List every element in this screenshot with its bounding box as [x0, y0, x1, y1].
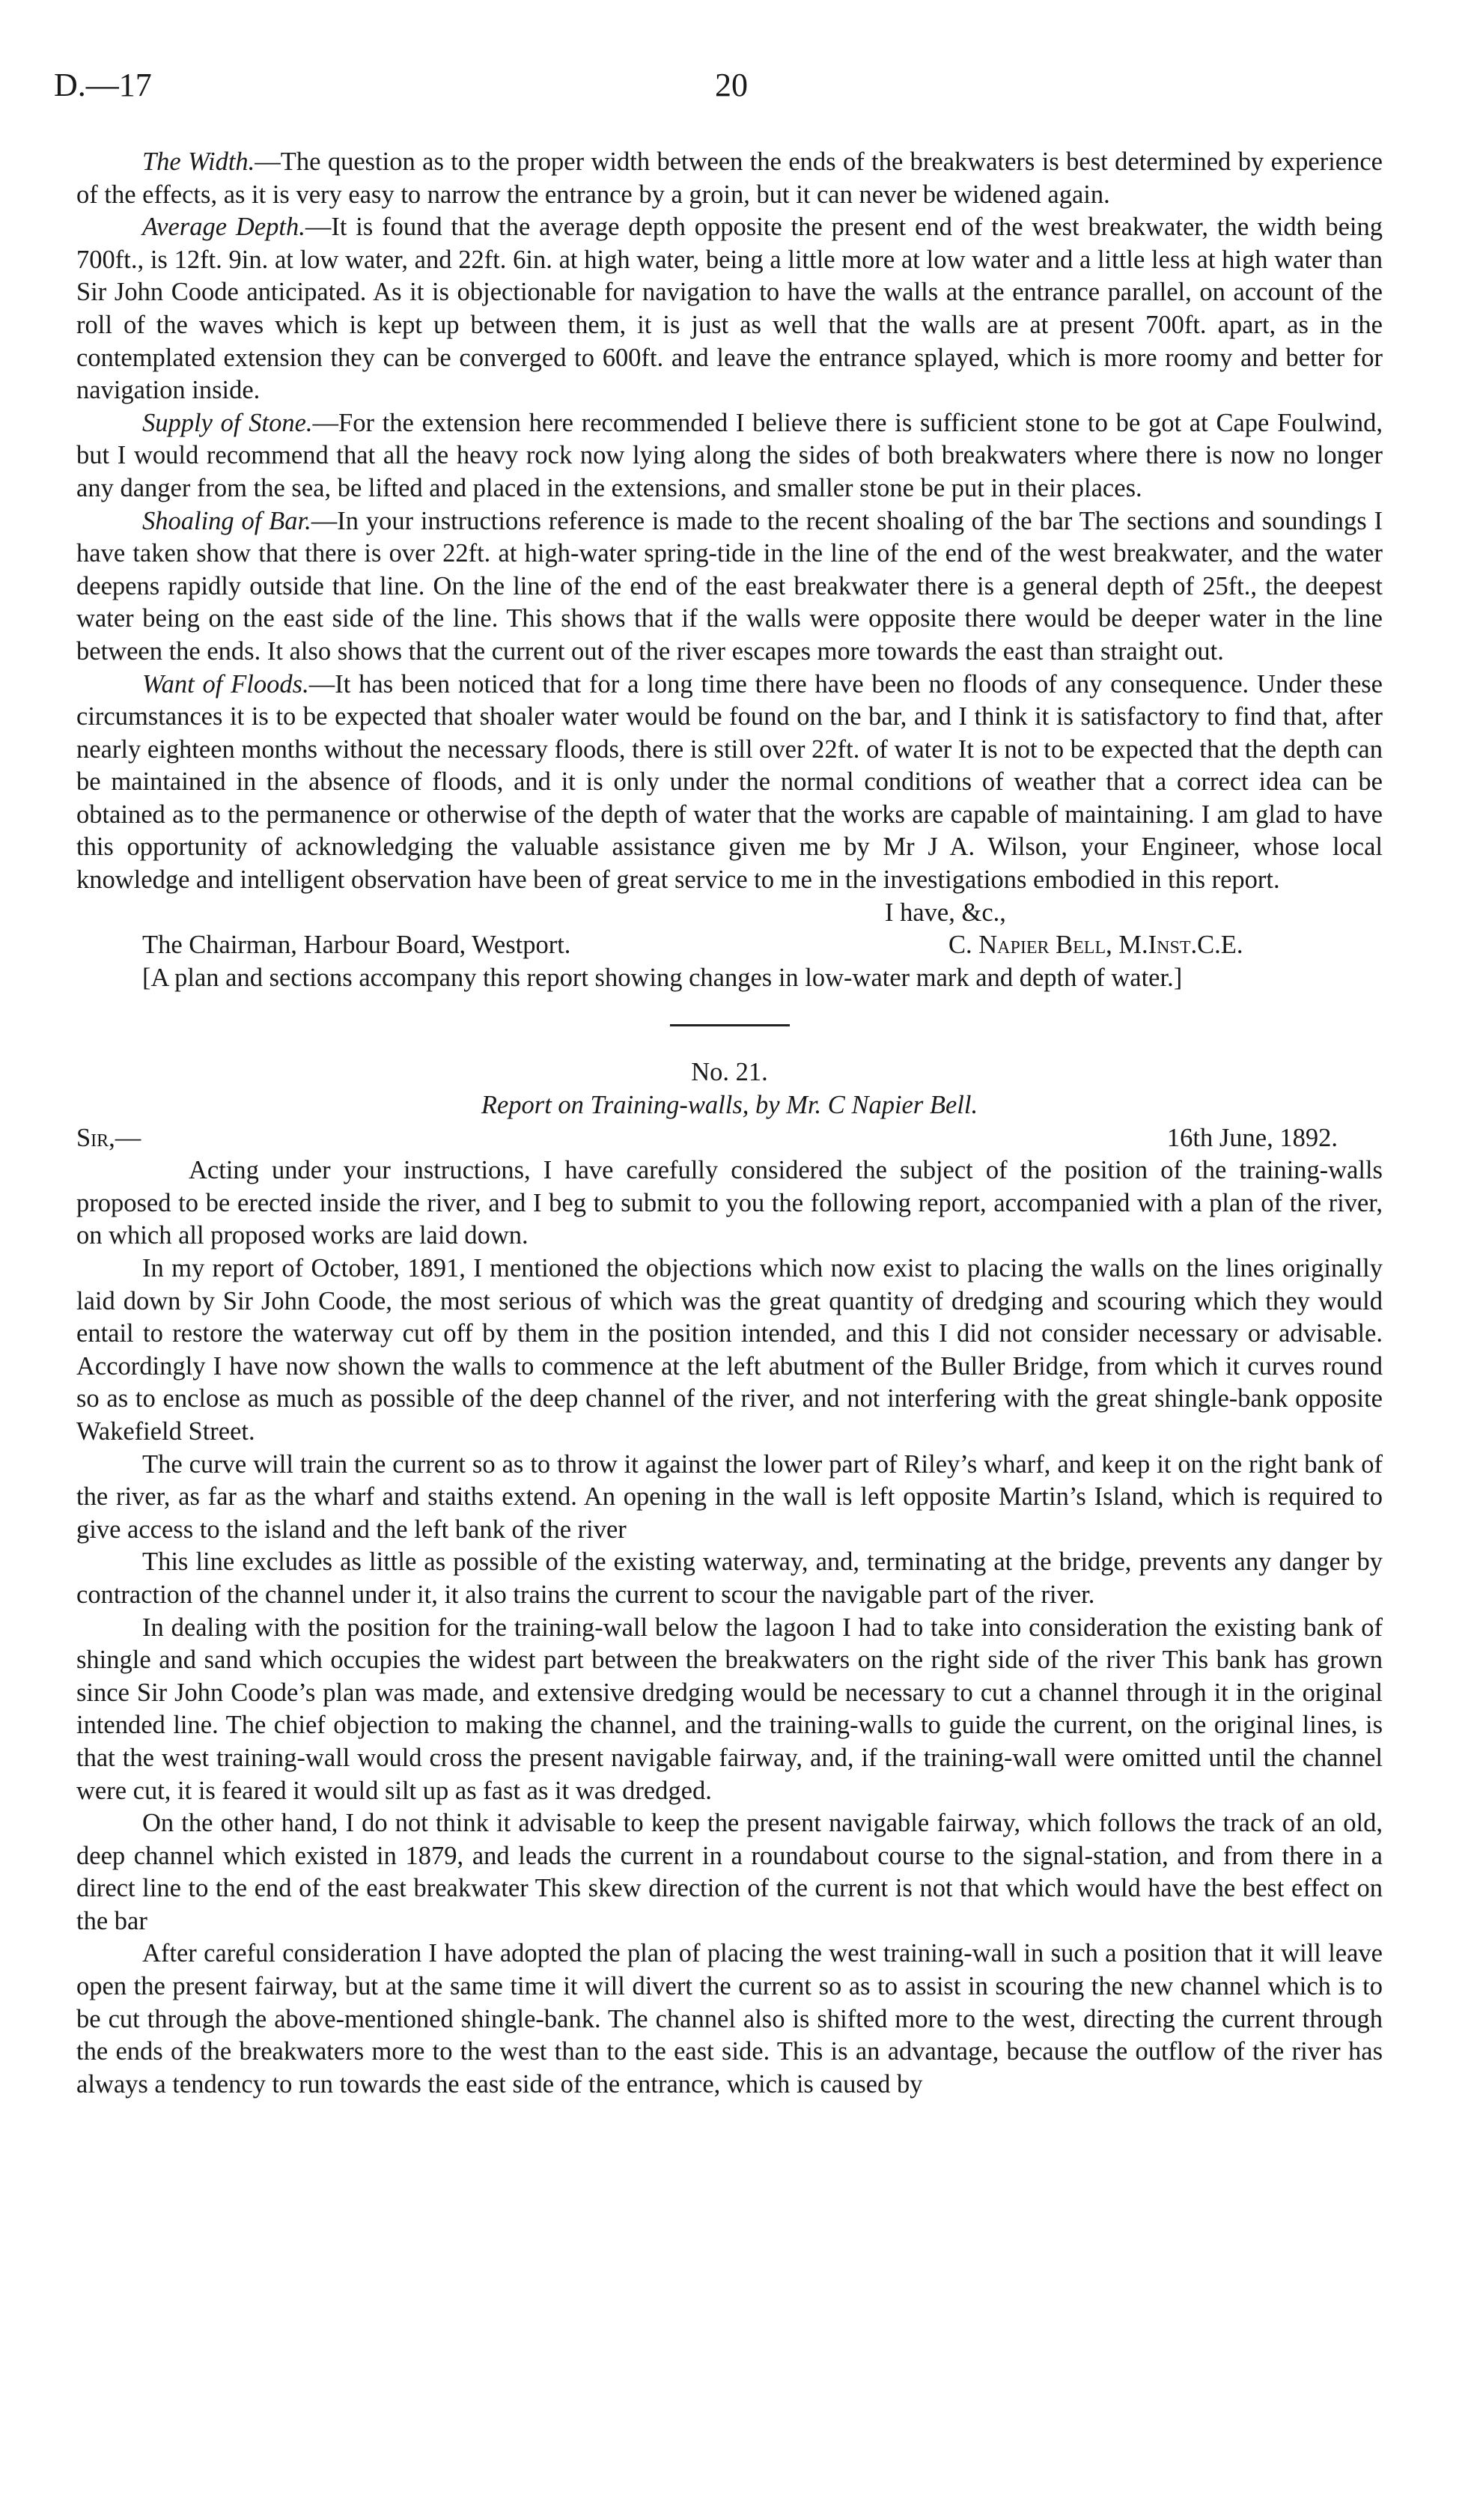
section-text: —It is found that the average depth opposite the present end of the west breakwater, the width being 700ft., is 12ft. 9in. at low water, and 22ft. 6in. at high water, being a little more at low water and a little less at high water than Sir John Coode anticipated. As it is objectionable for navigation to have the walls at the entrance parallel, on account of the roll of the waves which is kept up between them, it is just as well that the walls are at present 700ft. apart, as in the contemplated extension they can be converged to 600ft. and leave the entrance splayed, which is more roomy and better for navigation inside.	[76, 213, 1383, 405]
addressee: The Chairman, Harbour Board, Westport.	[142, 931, 571, 960]
section-text: —The question as to the proper width between the ends of the breakwaters is best determined by experience of the effects, as it is very easy to narrow the entrance by a groin, but it can never be widened again.	[76, 147, 1383, 209]
salutation-row	[76, 1122, 1383, 1155]
enclosure-note: [A plan and sections accompany this report showing changes in low-water mark and depth of water.]	[142, 963, 1183, 992]
report-paragraph: The curve will train the current so as to throw it against the lower part of Riley’s wharf, and keep it on the right bank of the river, as far as the wharf and staiths extend. An opening in the wall is left opposite Martin’s Island, which is required to give access to the island and the left bank of the river	[76, 1449, 1383, 1544]
paragraph-supply-of-stone	[76, 407, 1383, 505]
section-heading: Want of Floods.	[142, 669, 309, 699]
paragraph-width	[76, 146, 1383, 211]
section-text: —It has been noticed that for a long time there have been no floods of any consequence. Under these circumstances it is to be expected that shoaler water would be found on the bar, and I think it is satisfactory to find that, after nearly eighteen months without the necessary floods, there is still over 22ft. of water It is not to be expected that the depth can be maintained in the absence of floods, and it is only under the normal conditions of weather that a correct idea can be obtained as to the permanence or otherwise of the depth of water that the works are capable of maintaining. I am glad to have this opportunity of acknowledging the valuable assistance given me by Mr J A. Wilson, your Engineer, whose local knowledge and intelligent observation have been of great service to me in the investigations embodied in this report.	[76, 669, 1383, 895]
paragraph-average-depth	[76, 211, 1383, 407]
section-heading: Average Depth.	[142, 213, 305, 242]
paragraph-want-of-floods	[76, 669, 1383, 897]
section-text: —For the extension here recommended I believe there is sufficient stone to be got at Cape Foulwind, but I would recommend that all the heavy rock now lying along the sides of both breakwaters where there is now no longer any danger from the sea, be lifted and placed in the extensions, and smaller stone be put in their places.	[76, 408, 1383, 502]
report-title: Report on Training-walls, by Mr. C Napier Bell.	[481, 1091, 978, 1120]
section-heading: Supply of Stone.	[142, 408, 313, 437]
report-date: 16th June, 1892.	[1166, 1123, 1338, 1152]
report-paragraph: On the other hand, I do not think it advisable to keep the present navigable fairway, which follows the track of an old, deep channel which existed in 1879, and leads the current in a roundabout course to the signal-station, and from there in a direct line to the end of the east breakwater This skew direction of the current is not that which would have the best effect on the bar	[76, 1809, 1383, 1935]
report-paragraph: In dealing with the position for the training-wall below the lagoon I had to take into consideration the existing bank of shingle and sand which occupies the widest part between the breakwaters on the right side of the river This bank has grown since Sir John Coode’s plan was made, and extensive dredging would be necessary to cut a channel through it in the original intended line. The chief objection to making the channel, and the training-walls to guide the current, on the original lines, is that the west training-wall would cross the present navigable fairway, and, if the training-wall were omitted until the channel were cut, it is feared it would silt up as fast as it was dredged.	[76, 1613, 1383, 1805]
section-heading: Shoaling of Bar.	[142, 506, 311, 535]
signature-row	[76, 929, 1383, 962]
section-divider	[670, 1024, 790, 1026]
report-paragraph: In my report of October, 1891, I mentioned the objections which now exist to placing the walls on the lines originally laid down by Sir John Coode, the most serious of which was the great quantity of dredging and scouring which they would entail to restore the waterway cut off by them in the position intended, and this I did not consider necessary or advisable. Accordingly I have now shown the walls to commence at the left abutment of the Buller Bridge, from which it curves round so as to enclose as much as possible of the deep channel of the river, and not interfering with the great shingle-bank opposite Wakefield Street.	[76, 1254, 1383, 1446]
report-number: No. 21.	[691, 1058, 768, 1087]
section-text: —In your instructions reference is made to the recent shoaling of the bar The sections and soundings I have taken show that there is over 22ft. at high-water spring-tide in the line of the end of the west breakwater, and the water deepens rapidly outside that line. On the line of the end of the east breakwater there is a general depth of 25ft., the deepest water being on the east side of the line. This shows that if the walls were opposite there would be deeper water in the line between the ends. It also shows that the current out of the river escapes more towards the east than straight out.	[76, 506, 1383, 666]
page-body	[76, 146, 1383, 2101]
report-paragraph: After careful consideration I have adopted the plan of placing the west training-wall in such a position that it will leave open the present fairway, but at the same time it will divert the current so as to assist in scouring the new channel which is to be cut through the above-mentioned shingle-bank. The channel also is shifted more to the west, directing the current through the ends of the breakwaters more to the west than to the east side. This is an advantage, because the outflow of the river has always a tendency to run towards the east side of the entrance, which is caused by	[76, 1939, 1383, 2099]
document-id: D.—17	[54, 67, 152, 103]
salutation: Sir,—	[76, 1123, 141, 1152]
section-heading: The Width.	[142, 147, 255, 176]
paragraph-shoaling-of-bar	[76, 505, 1383, 669]
signature: C. Napier Bell, M.Inst.C.E.	[948, 931, 1243, 960]
valediction: I have, &c.,	[885, 898, 1006, 927]
report-paragraph: This line excludes as little as possible of the existing waterway, and, terminating at the bridge, prevents any danger by contraction of the channel under it, it also trains the current to scour the navigable part of the river.	[76, 1547, 1383, 1609]
report-paragraph: Acting under your instructions, I have carefully considered the subject of the position of the training-walls proposed to be erected inside the river, and I beg to submit to you the following report, accompanied with a plan of the river, on which all proposed works are laid down.	[76, 1156, 1383, 1250]
page-number: 20	[715, 67, 748, 103]
